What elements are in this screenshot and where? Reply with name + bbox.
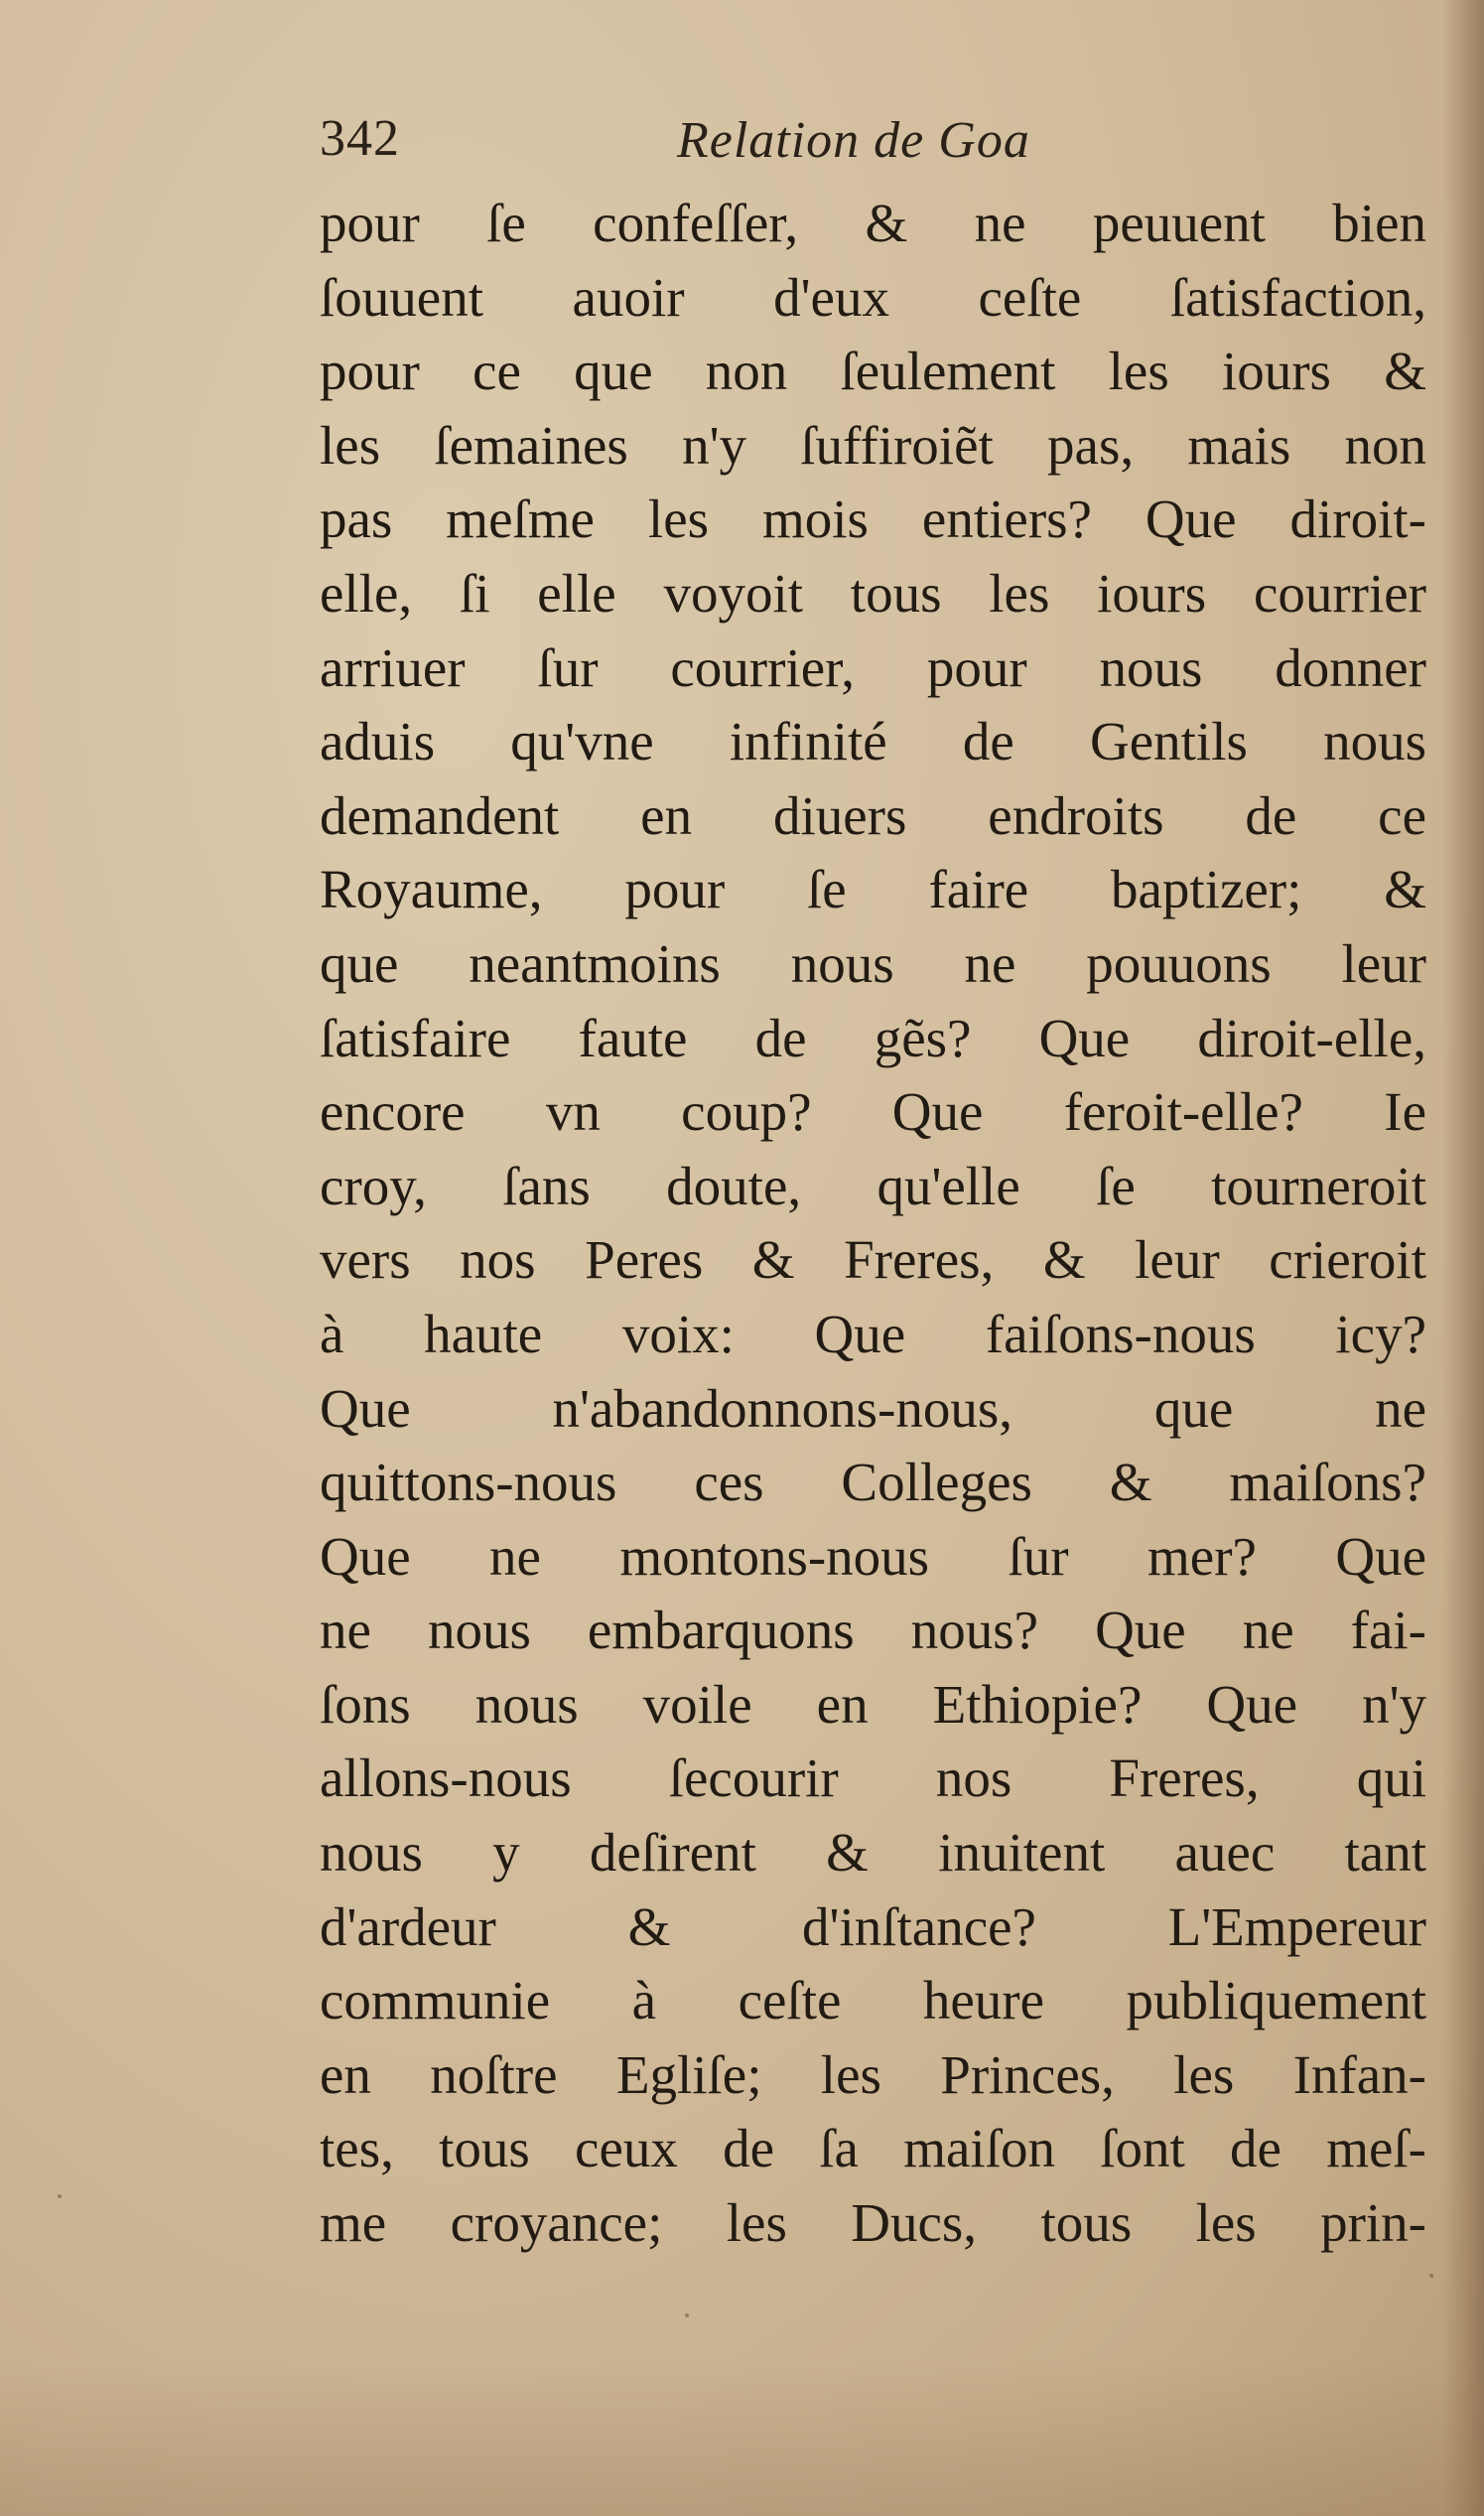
text-line: quittons-nous ces Colleges & maiſons?: [320, 1452, 1426, 1513]
text-line: tes, tous ceux de ſa maiſon ſont de meſ-: [320, 2118, 1426, 2179]
text-line: ſouuent auoir d'eux ceſte ſatisfaction,: [320, 266, 1426, 328]
text-line: demandent en diuers endroits de ce: [320, 784, 1426, 846]
text-line: pour ce que non ſeulement les iours &: [320, 341, 1426, 402]
text-line: croy, ſans doute, qu'elle ſe tourneroit: [320, 1155, 1426, 1216]
text-line: pour ſe confeſſer, & ne peuuent bien: [320, 193, 1426, 253]
text-line: elle, ſi elle voyoit tous les iours courrier: [320, 562, 1426, 624]
text-line: ſatisfaire faute de gẽs? Que diroit-elle,: [320, 1007, 1426, 1068]
text-line: aduis qu'vne infinité de Gentils nous: [320, 711, 1426, 772]
running-title: Relation de Goa: [677, 112, 1030, 169]
text-line: me croyance; les Ducs, tous les prin-: [320, 2192, 1426, 2254]
text-line: encore vn coup? Que feroit-elle? Ie: [320, 1081, 1426, 1143]
text-line: que neantmoins nous ne pouuons leur: [320, 932, 1426, 994]
paper-speck: [685, 2313, 689, 2317]
page-gutter-shadow: [1442, 0, 1484, 2516]
text-line: les ſemaines n'y ſuffiroiẽt pas, mais non: [320, 414, 1426, 476]
text-line: d'ardeur & d'inſtance? L'Empereur: [320, 1895, 1426, 1957]
text-line: communie à ceſte heure publiquement: [320, 1970, 1426, 2031]
text-line: à haute voix: Que faiſons-nous icy?: [320, 1303, 1426, 1364]
text-line: en noſtre Egliſe; les Princes, les Infan-: [320, 2043, 1426, 2105]
text-line: Royaume, pour ſe faire baptizer; &: [320, 859, 1426, 920]
text-line: Que n'abandonnons-nous, que ne: [320, 1377, 1426, 1439]
body-text: [320, 187, 1426, 2261]
text-line: pas meſme les mois entiers? Que diroit-: [320, 489, 1426, 550]
paper-speck: [1429, 2274, 1433, 2278]
text-line: ſons nous voile en Ethiopie? Que n'y: [320, 1673, 1426, 1735]
text-line: allons-nous ſecourir nos Freres, qui: [320, 1747, 1426, 1809]
text-line: nous y deſirent & inuitent auec tant: [320, 1822, 1426, 1884]
text-line: vers nos Peres & Freres, & leur crieroit: [320, 1229, 1426, 1291]
text-line: arriuer ſur courrier, pour nous donner: [320, 636, 1426, 698]
text-line: ne nous embarquons nous? Que ne fai-: [320, 1600, 1426, 1661]
text-line: Que ne montons-nous ſur mer? Que: [320, 1525, 1426, 1587]
page-header: [320, 109, 1421, 189]
page-bottom-shade: [0, 2357, 1484, 2516]
page-number: 342: [320, 110, 400, 167]
paper-speck: [58, 2194, 62, 2198]
